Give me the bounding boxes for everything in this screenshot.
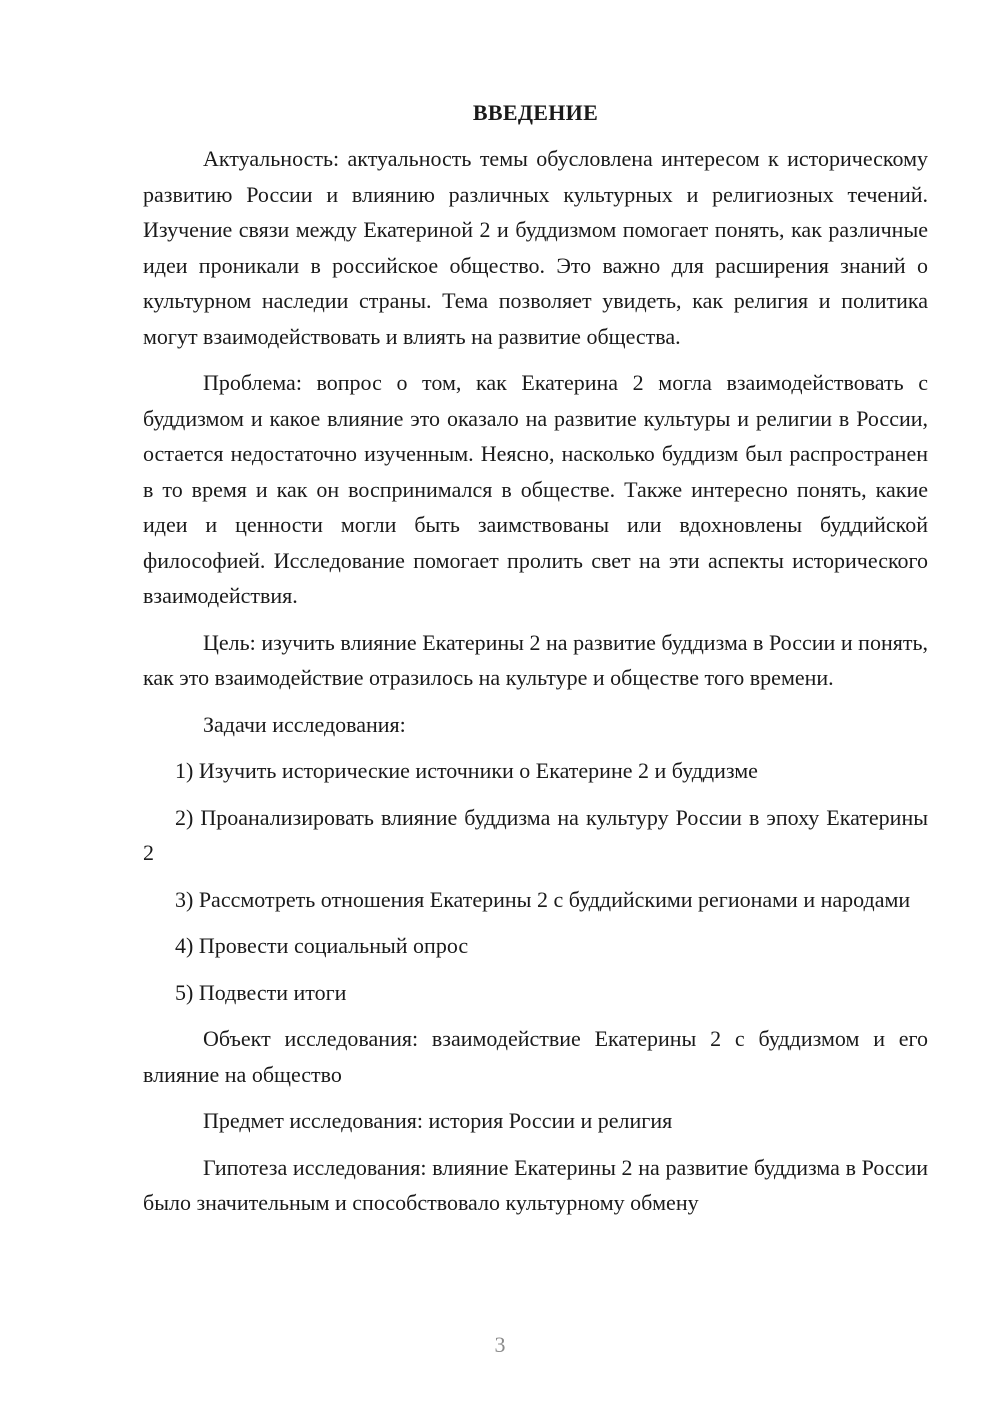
paragraph-object: Объект исследования: взаимодействие Екатерины 2 с буддизмом и его влияние на общество — [143, 1026, 928, 1087]
paragraph-goal: Цель: изучить влияние Екатерины 2 на развитие буддизма в России и понять, как это взаимодействие отразилось на культуре и обществе того времени. — [143, 629, 928, 690]
section-title: ВВЕДЕНИЕ — [472, 100, 599, 125]
task-item-4: 4) Провести социальный опрос — [175, 933, 469, 958]
paragraph-problem: Проблема: вопрос о том, как Екатерина 2 могла взаимодействовать с буддизмом и какое влияние это оказало на развитие культуры и религии в России, остается недостаточно изученным. Неясно, насколько буддизм был распространен в то время и как он воспринимался в обществе. Также интересно понять, какие идеи и ценности могли быть заимствованы или вдохновлены буддийской философией. Исследование помогает пролить свет на эти аспекты исторического взаимодействия. — [143, 370, 928, 608]
page-content — [143, 95, 928, 1232]
task-item-2: 2) Проанализировать влияние буддизма на культуру России в эпоху Екатерины 2 — [143, 804, 928, 865]
page-number: 3 — [494, 1332, 506, 1357]
tasks-heading: Задачи исследования: — [203, 711, 406, 737]
task-item-5: 5) Подвести итоги — [175, 979, 347, 1005]
paragraph-hypothesis: Гипотеза исследования: влияние Екатерины 2 на развитие буддизма в России было значительным и способствовало культурному обмену — [143, 1154, 928, 1215]
paragraph-relevance: Актуальность: актуальность темы обусловлена интересом к историческому развитию России и влиянию различных культурных и религиозных течений. Изучение связи между Екатериной 2 и буддизмом помогает понять, как различные идеи проникали в российское общество. Это важно для расширения знаний о культурном наследии страны. Тема позволяет увидеть, как религия и политика могут взаимодействовать и влиять на развитие общества. — [143, 146, 928, 349]
paragraph-subject: Предмет исследования: история России и религия — [203, 1108, 673, 1133]
task-item-1: 1) Изучить исторические источники о Екатерине 2 и буддизме — [175, 758, 758, 783]
task-item-3: 3) Рассмотреть отношения Екатерины 2 с буддийскими регионами и народами — [175, 886, 911, 912]
